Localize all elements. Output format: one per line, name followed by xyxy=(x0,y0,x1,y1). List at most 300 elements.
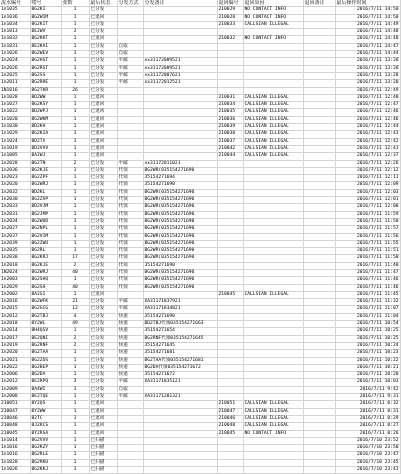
cell-dispatch-note[interactable] xyxy=(143,467,217,474)
cell-count[interactable]: 1 xyxy=(61,437,89,444)
cell-dispatch-method[interactable] xyxy=(117,437,143,444)
cell-count[interactable]: 1 xyxy=(61,197,89,204)
cell-count[interactable]: 1 xyxy=(61,43,89,50)
table-row[interactable] xyxy=(0,218,400,225)
cell-return-note[interactable] xyxy=(303,182,335,189)
cell-serial[interactable]: 1n1034 xyxy=(0,21,30,28)
cell-callsign[interactable]: BA2SI xyxy=(30,291,61,298)
cell-last-time[interactable]: 2016/7/11 12:09 xyxy=(335,182,400,189)
cell-dispatch-method[interactable]: 代领 xyxy=(117,175,143,182)
cell-serial[interactable]: 1N2024 xyxy=(0,269,30,276)
cell-return-note[interactable] xyxy=(303,415,335,422)
cell-return-id[interactable]: 210032 xyxy=(217,36,243,43)
cell-count[interactable]: 1 xyxy=(61,7,89,14)
cell-count[interactable]: 1 xyxy=(61,430,89,437)
cell-status[interactable]: 已分发 xyxy=(89,58,117,65)
cell-serial[interactable]: 1n1024 xyxy=(0,138,30,145)
cell-serial[interactable]: 1n2036 xyxy=(0,167,30,174)
cell-dispatch-method[interactable]: 代领 xyxy=(117,167,143,174)
cell-dispatch-method[interactable]: 自取 xyxy=(117,386,143,393)
cell-return-note[interactable] xyxy=(303,248,335,255)
cell-return-id[interactable] xyxy=(217,364,243,371)
cell-return-id[interactable] xyxy=(217,372,243,379)
cell-dispatch-method[interactable] xyxy=(117,445,143,452)
cell-return-reason[interactable]: NO CONTACT INFO xyxy=(243,14,303,21)
cell-last-time[interactable]: 2016/7/11 12:41 xyxy=(335,145,400,152)
cell-status[interactable]: 已分发 xyxy=(89,299,117,306)
cell-return-reason[interactable]: CALLSIAN ILLEGAL xyxy=(243,116,303,123)
cell-return-id[interactable] xyxy=(217,328,243,335)
cell-return-note[interactable] xyxy=(303,401,335,408)
table-row[interactable] xyxy=(0,14,400,21)
cell-status[interactable]: 已分发 xyxy=(89,262,117,269)
cell-status[interactable]: 已分发 xyxy=(89,204,117,211)
cell-last-time[interactable]: 2016/7/11 10:03 xyxy=(335,379,400,386)
cell-dispatch-note[interactable]: BG2WR(035154271690 xyxy=(143,189,217,196)
cell-status[interactable]: 已退回 xyxy=(89,138,117,145)
cell-callsign[interactable]: BG2JMP xyxy=(30,211,61,218)
cell-callsign[interactable]: BG2NPL xyxy=(30,226,61,233)
cell-callsign[interactable]: BG2RRE xyxy=(30,80,61,87)
header-callsign[interactable]: 唛号 xyxy=(30,0,61,7)
cell-return-id[interactable] xyxy=(217,452,243,459)
cell-count[interactable]: 1 xyxy=(61,226,89,233)
cell-return-reason[interactable]: NO CONTACT INFO xyxy=(243,430,303,437)
cell-return-note[interactable] xyxy=(303,291,335,298)
cell-count[interactable]: 1 xyxy=(61,58,89,65)
cell-serial[interactable]: 1n2027 xyxy=(0,226,30,233)
cell-dispatch-method[interactable]: 代领 xyxy=(117,182,143,189)
cell-return-note[interactable] xyxy=(303,342,335,349)
cell-count[interactable]: 1 xyxy=(61,211,89,218)
table-row[interactable] xyxy=(0,124,400,131)
cell-return-note[interactable] xyxy=(303,467,335,474)
cell-return-note[interactable] xyxy=(303,51,335,58)
cell-return-reason[interactable]: CALLSIAN ILLEGAL xyxy=(243,131,303,138)
cell-dispatch-method[interactable] xyxy=(117,459,143,466)
cell-dispatch-note[interactable] xyxy=(143,145,217,152)
cell-count[interactable]: 1 xyxy=(61,138,89,145)
cell-callsign[interactable]: BY2WL xyxy=(30,321,61,328)
cell-dispatch-note[interactable]: 35154271694 xyxy=(143,175,217,182)
cell-last-time[interactable]: 2016/7/11 0:31 xyxy=(335,408,400,415)
cell-last-time[interactable]: 2016/7/11 11:07 xyxy=(335,306,400,313)
cell-serial[interactable]: 1n2014 xyxy=(0,328,30,335)
cell-dispatch-method[interactable] xyxy=(117,430,143,437)
cell-last-time[interactable]: 2016/7/11 11:57 xyxy=(335,226,400,233)
table-row[interactable] xyxy=(0,335,400,342)
cell-last-time[interactable]: 2016/7/11 13:20 xyxy=(335,80,400,87)
cell-serial[interactable]: 1n1036 xyxy=(0,14,30,21)
cell-last-time[interactable]: 2016/7/11 14:47 xyxy=(335,43,400,50)
cell-status[interactable]: 已分发 xyxy=(89,394,117,401)
cell-count[interactable]: 1 xyxy=(61,364,89,371)
cell-return-note[interactable] xyxy=(303,240,335,247)
table-row[interactable] xyxy=(0,240,400,247)
cell-dispatch-method[interactable]: 快递 xyxy=(117,364,143,371)
cell-last-time[interactable]: 2016/7/11 13:28 xyxy=(335,65,400,72)
cell-dispatch-method[interactable] xyxy=(117,102,143,109)
cell-status[interactable]: 已退回 xyxy=(89,116,117,123)
cell-status[interactable]: 已分发 xyxy=(89,87,117,94)
cell-return-reason[interactable]: CALLSIAN ILLEGAL xyxy=(243,94,303,101)
cell-return-reason[interactable] xyxy=(243,386,303,393)
cell-dispatch-note[interactable] xyxy=(143,437,217,444)
table-row[interactable] xyxy=(0,116,400,123)
cell-serial[interactable]: 1n1029 xyxy=(0,131,30,138)
table-row[interactable] xyxy=(0,226,400,233)
table-row[interactable] xyxy=(0,21,400,28)
cell-return-reason[interactable] xyxy=(243,284,303,291)
cell-return-reason[interactable]: NO CONTACT INFO xyxy=(243,36,303,43)
cell-last-time[interactable]: 2016/7/11 11:58 xyxy=(335,218,400,225)
cell-return-reason[interactable]: CALLSIAN ILLEGAL xyxy=(243,423,303,430)
cell-dispatch-method[interactable]: 平邮 xyxy=(117,160,143,167)
cell-callsign[interactable]: BJ2RCS xyxy=(30,423,61,430)
cell-callsign[interactable]: BG2TBJ xyxy=(30,313,61,320)
table-row[interactable] xyxy=(0,269,400,276)
cell-return-reason[interactable] xyxy=(243,452,303,459)
cell-return-note[interactable] xyxy=(303,175,335,182)
cell-dispatch-method[interactable] xyxy=(117,21,143,28)
table-row[interactable] xyxy=(0,248,400,255)
cell-count[interactable]: 1 xyxy=(61,51,89,58)
cell-callsign[interactable]: BG2TAA xyxy=(30,350,61,357)
cell-count[interactable]: 2 xyxy=(61,262,89,269)
cell-last-time[interactable]: 2016/7/11 0:32 xyxy=(335,401,400,408)
cell-last-time[interactable]: 2016/7/11 11:46 xyxy=(335,277,400,284)
cell-callsign[interactable]: BG2RST xyxy=(30,65,61,72)
cell-serial[interactable]: 1n2016 xyxy=(0,299,30,306)
table-row[interactable] xyxy=(0,408,400,415)
cell-status[interactable]: 已分发 xyxy=(89,43,117,50)
cell-status[interactable]: 已分发 xyxy=(89,386,117,393)
table-row[interactable] xyxy=(0,350,400,357)
cell-serial[interactable]: 1n1014 xyxy=(0,437,30,444)
cell-return-id[interactable] xyxy=(217,269,243,276)
cell-dispatch-method[interactable]: 平邮 xyxy=(117,72,143,79)
table-row[interactable] xyxy=(0,197,400,204)
cell-return-note[interactable] xyxy=(303,160,335,167)
cell-count[interactable]: 1 xyxy=(61,153,89,160)
cell-callsign[interactable]: BG2GCG xyxy=(30,306,61,313)
cell-return-note[interactable] xyxy=(303,204,335,211)
cell-return-reason[interactable] xyxy=(243,299,303,306)
cell-serial[interactable]: 1n1022 xyxy=(0,109,30,116)
cell-dispatch-method[interactable]: 代领 xyxy=(117,204,143,211)
cell-dispatch-note[interactable]: 35154271645 xyxy=(143,342,217,349)
cell-dispatch-note[interactable]: 35154271690 xyxy=(143,262,217,269)
cell-return-reason[interactable] xyxy=(243,445,303,452)
cell-dispatch-note[interactable] xyxy=(143,452,217,459)
cell-dispatch-note[interactable] xyxy=(143,124,217,131)
table-row[interactable] xyxy=(0,401,400,408)
cell-last-time[interactable]: 2016/7/11 11:59 xyxy=(335,211,400,218)
cell-dispatch-method[interactable]: 平邮 xyxy=(117,394,143,401)
cell-return-id[interactable] xyxy=(217,160,243,167)
cell-return-note[interactable] xyxy=(303,364,335,371)
cell-serial[interactable]: 1n2025 xyxy=(0,72,30,79)
cell-callsign[interactable]: BG2RLE xyxy=(30,452,61,459)
cell-return-id[interactable] xyxy=(217,218,243,225)
cell-last-time[interactable]: 2016/7/11 10:25 xyxy=(335,328,400,335)
cell-return-note[interactable] xyxy=(303,65,335,72)
cell-last-time[interactable]: 2016/7/10 23:52 xyxy=(335,437,400,444)
cell-return-reason[interactable] xyxy=(243,233,303,240)
cell-serial[interactable]: 1n2011 xyxy=(0,80,30,87)
cell-return-note[interactable] xyxy=(303,452,335,459)
cell-callsign[interactable]: BG2KKT xyxy=(30,36,61,43)
cell-serial[interactable]: 1n2015 xyxy=(0,306,30,313)
cell-callsign[interactable]: BG2TN xyxy=(30,160,61,167)
cell-dispatch-method[interactable]: 代领 xyxy=(117,255,143,262)
cell-return-reason[interactable]: CALLSIAN ILLEGAL xyxy=(243,415,303,422)
cell-return-reason[interactable] xyxy=(243,189,303,196)
cell-last-time[interactable]: 2016/7/11 11:04 xyxy=(335,313,400,320)
cell-status[interactable]: 已分发 xyxy=(89,80,117,87)
cell-callsign[interactable]: BE2QNI xyxy=(30,335,61,342)
header-dispatch-method[interactable]: 分发方式 xyxy=(117,0,143,7)
cell-count[interactable]: 1 xyxy=(61,357,89,364)
cell-status[interactable]: 已分发 xyxy=(89,269,117,276)
cell-count[interactable]: 40 xyxy=(61,284,89,291)
cell-dispatch-note[interactable] xyxy=(143,87,217,94)
cell-dispatch-note[interactable]: 35154271690 xyxy=(143,313,217,320)
cell-dispatch-method[interactable]: 快递 xyxy=(117,372,143,379)
cell-return-id[interactable] xyxy=(217,313,243,320)
table-row[interactable] xyxy=(0,138,400,145)
cell-status[interactable]: 已分发 xyxy=(89,342,117,349)
cell-dispatch-method[interactable]: 自取 xyxy=(117,43,143,50)
cell-dispatch-method[interactable] xyxy=(117,138,143,145)
cell-return-note[interactable] xyxy=(303,80,335,87)
table-row[interactable] xyxy=(0,182,400,189)
cell-dispatch-note[interactable]: BG2TAA代领035154271681 xyxy=(143,357,217,364)
cell-return-note[interactable] xyxy=(303,145,335,152)
cell-last-time[interactable]: 2016/7/11 14:49 xyxy=(335,21,400,28)
cell-count[interactable]: 1 xyxy=(61,467,89,474)
cell-dispatch-note[interactable]: 35154271654 xyxy=(143,328,217,335)
cell-count[interactable]: 1 xyxy=(61,124,89,131)
cell-return-reason[interactable]: CALLSIAN ILLEGAL xyxy=(243,124,303,131)
cell-last-time[interactable]: 2016/7/11 10:54 xyxy=(335,321,400,328)
cell-count[interactable]: 1 xyxy=(61,401,89,408)
cell-last-time[interactable]: 2016/7/11 14:50 xyxy=(335,14,400,21)
cell-dispatch-method[interactable]: 平邮 xyxy=(117,299,143,306)
cell-dispatch-method[interactable]: 代领 xyxy=(117,218,143,225)
cell-serial[interactable]: 1n1028 xyxy=(0,459,30,466)
cell-return-reason[interactable] xyxy=(243,357,303,364)
cell-count[interactable]: 1 xyxy=(61,72,89,79)
cell-dispatch-method[interactable]: 代领 xyxy=(117,226,143,233)
cell-dispatch-note[interactable] xyxy=(143,459,217,466)
cell-count[interactable]: 1 xyxy=(61,233,89,240)
cell-callsign[interactable]: BH4QSV xyxy=(30,328,61,335)
table-row[interactable] xyxy=(0,233,400,240)
cell-return-reason[interactable] xyxy=(243,459,303,466)
cell-callsign[interactable]: BG2KIT xyxy=(30,21,61,28)
cell-status[interactable]: 已分发 xyxy=(89,226,117,233)
cell-dispatch-note[interactable]: BG2WR(035154271690 xyxy=(143,269,217,276)
cell-dispatch-note[interactable] xyxy=(143,21,217,28)
cell-return-note[interactable] xyxy=(303,36,335,43)
cell-callsign[interactable]: BY2QS xyxy=(30,401,61,408)
cell-return-reason[interactable] xyxy=(243,372,303,379)
cell-count[interactable]: 1 xyxy=(61,291,89,298)
cell-status[interactable]: 已扫描 xyxy=(89,445,117,452)
cell-return-reason[interactable] xyxy=(243,160,303,167)
cell-return-note[interactable] xyxy=(303,445,335,452)
cell-return-id[interactable]: 210044 xyxy=(217,153,243,160)
cell-return-reason[interactable]: CALLSIAN ILLEGAL xyxy=(243,408,303,415)
cell-return-note[interactable] xyxy=(303,372,335,379)
cell-dispatch-note[interactable] xyxy=(143,423,217,430)
cell-dispatch-method[interactable] xyxy=(117,36,143,43)
cell-status[interactable]: 已扫描 xyxy=(89,452,117,459)
cell-return-note[interactable] xyxy=(303,262,335,269)
cell-count[interactable]: 1 xyxy=(61,145,89,152)
cell-serial[interactable]: 210046 xyxy=(0,415,30,422)
table-row[interactable] xyxy=(0,175,400,182)
cell-return-reason[interactable]: CALLSIAN ILLEGAL xyxy=(243,401,303,408)
cell-count[interactable]: 2 xyxy=(61,342,89,349)
cell-status[interactable]: 已分发 xyxy=(89,175,117,182)
cell-return-reason[interactable] xyxy=(243,72,303,79)
header-dispatch-note[interactable]: 分发备注 xyxy=(143,0,217,7)
cell-return-reason[interactable] xyxy=(243,248,303,255)
cell-callsign[interactable]: BG2WKM xyxy=(30,116,61,123)
table-row[interactable] xyxy=(0,43,400,50)
cell-dispatch-method[interactable]: 代领 xyxy=(117,233,143,240)
cell-status[interactable]: 已分发 xyxy=(89,379,117,386)
cell-last-time[interactable]: 2016/7/11 12:00 xyxy=(335,204,400,211)
cell-return-reason[interactable] xyxy=(243,87,303,94)
cell-dispatch-note[interactable]: xx31172009521 xyxy=(143,58,217,65)
cell-return-id[interactable] xyxy=(217,445,243,452)
cell-return-reason[interactable] xyxy=(243,204,303,211)
cell-return-note[interactable] xyxy=(303,423,335,430)
cell-status[interactable]: 已分发 xyxy=(89,284,117,291)
cell-return-id[interactable]: 210031 xyxy=(217,94,243,101)
cell-dispatch-method[interactable] xyxy=(117,14,143,21)
cell-count[interactable]: 1 xyxy=(61,218,89,225)
cell-dispatch-method[interactable] xyxy=(117,131,143,138)
table-row[interactable] xyxy=(0,342,400,349)
cell-count[interactable]: 1 xyxy=(61,36,89,43)
table-row[interactable] xyxy=(0,291,400,298)
cell-return-id[interactable] xyxy=(217,248,243,255)
cell-serial[interactable]: 1n2018 xyxy=(0,321,30,328)
cell-return-note[interactable] xyxy=(303,335,335,342)
cell-count[interactable]: 1 xyxy=(61,65,89,72)
table-row[interactable] xyxy=(0,51,400,58)
cell-last-time[interactable]: 2016/7/11 10:23 xyxy=(335,350,400,357)
cell-serial[interactable]: 1n1027 xyxy=(0,102,30,109)
cell-dispatch-note[interactable] xyxy=(143,445,217,452)
cell-dispatch-method[interactable] xyxy=(117,124,143,131)
cell-return-id[interactable]: 210034 xyxy=(217,102,243,109)
cell-count[interactable]: 1 xyxy=(61,109,89,116)
cell-serial[interactable]: 1n1031 xyxy=(0,43,30,50)
cell-return-note[interactable] xyxy=(303,306,335,313)
cell-callsign[interactable]: BD2VJM xyxy=(30,204,61,211)
cell-status[interactable]: 已分发 xyxy=(89,313,117,320)
cell-dispatch-note[interactable]: BG2WR(035154271690 xyxy=(143,255,217,262)
cell-status[interactable]: 已分发 xyxy=(89,218,117,225)
cell-return-reason[interactable] xyxy=(243,437,303,444)
cell-last-time[interactable]: 2016/7/11 0:26 xyxy=(335,430,400,437)
cell-return-id[interactable]: 210042 xyxy=(217,145,243,152)
cell-last-time[interactable]: 2016/7/11 10:22 xyxy=(335,357,400,364)
cell-callsign[interactable]: BG2WUD xyxy=(30,218,61,225)
cell-serial[interactable]: 1n1020 xyxy=(0,116,30,123)
cell-dispatch-note[interactable]: BD2TBJ代领035154271663 xyxy=(143,321,217,328)
cell-serial[interactable]: 1n2030 xyxy=(0,197,30,204)
cell-serial[interactable]: 210051 xyxy=(0,401,30,408)
cell-dispatch-note[interactable]: XA31171201321 xyxy=(143,394,217,401)
cell-dispatch-method[interactable] xyxy=(117,467,143,474)
cell-serial[interactable]: 1n1035 xyxy=(0,7,30,14)
cell-status[interactable]: 已分发 xyxy=(89,248,117,255)
table-row[interactable] xyxy=(0,452,400,459)
cell-status[interactable]: 已退回 xyxy=(89,430,117,437)
cell-serial[interactable]: 1n2034 xyxy=(0,218,30,225)
table-row[interactable] xyxy=(0,423,400,430)
cell-last-time[interactable]: 2016/7/11 11:47 xyxy=(335,269,400,276)
cell-last-time[interactable]: 2016/7/11 11:56 xyxy=(335,233,400,240)
cell-return-reason[interactable] xyxy=(243,211,303,218)
cell-return-note[interactable] xyxy=(303,21,335,28)
cell-return-note[interactable] xyxy=(303,7,335,14)
cell-return-id[interactable] xyxy=(217,467,243,474)
table-row[interactable] xyxy=(0,255,400,262)
cell-return-reason[interactable]: CALLSIAN ILLEGAL xyxy=(243,21,303,28)
cell-status[interactable]: 已分发 xyxy=(89,357,117,364)
cell-dispatch-note[interactable] xyxy=(143,29,217,36)
table-row[interactable] xyxy=(0,459,400,466)
cell-dispatch-method[interactable]: 平邮 xyxy=(117,379,143,386)
cell-dispatch-method[interactable] xyxy=(117,87,143,94)
cell-dispatch-note[interactable] xyxy=(143,116,217,123)
cell-return-note[interactable] xyxy=(303,357,335,364)
cell-dispatch-note[interactable] xyxy=(143,430,217,437)
cell-last-time[interactable]: 2016/7/11 12:11 xyxy=(335,175,400,182)
cell-dispatch-method[interactable]: 平邮 xyxy=(117,58,143,65)
cell-return-reason[interactable] xyxy=(243,467,303,474)
cell-dispatch-note[interactable]: XA31171837921 xyxy=(143,299,217,306)
cell-count[interactable]: 12 xyxy=(61,306,89,313)
cell-dispatch-method[interactable] xyxy=(117,109,143,116)
table-row[interactable] xyxy=(0,65,400,72)
cell-dispatch-note[interactable]: XA31171834821 xyxy=(143,306,217,313)
table-row[interactable] xyxy=(0,87,400,94)
cell-count[interactable]: 1 xyxy=(61,204,89,211)
cell-last-time[interactable]: 2016/7/11 9:31 xyxy=(335,394,400,401)
cell-return-id[interactable] xyxy=(217,342,243,349)
cell-last-time[interactable]: 2016/7/11 13:28 xyxy=(335,58,400,65)
cell-count[interactable]: 3 xyxy=(61,379,89,386)
cell-dispatch-note[interactable]: BG2WR(035154271690 xyxy=(143,284,217,291)
cell-callsign[interactable]: BD2TX xyxy=(30,138,61,145)
table-row[interactable] xyxy=(0,36,400,43)
cell-serial[interactable]: 1n2023 xyxy=(0,175,30,182)
cell-last-time[interactable]: 2016/7/11 14:48 xyxy=(335,36,400,43)
cell-serial[interactable]: 1n2019 xyxy=(0,342,30,349)
cell-dispatch-method[interactable]: 代领 xyxy=(117,211,143,218)
cell-last-time[interactable]: 2016/7/11 14:48 xyxy=(335,29,400,36)
cell-serial[interactable]: 1n2020 xyxy=(0,182,30,189)
cell-return-id[interactable] xyxy=(217,211,243,218)
